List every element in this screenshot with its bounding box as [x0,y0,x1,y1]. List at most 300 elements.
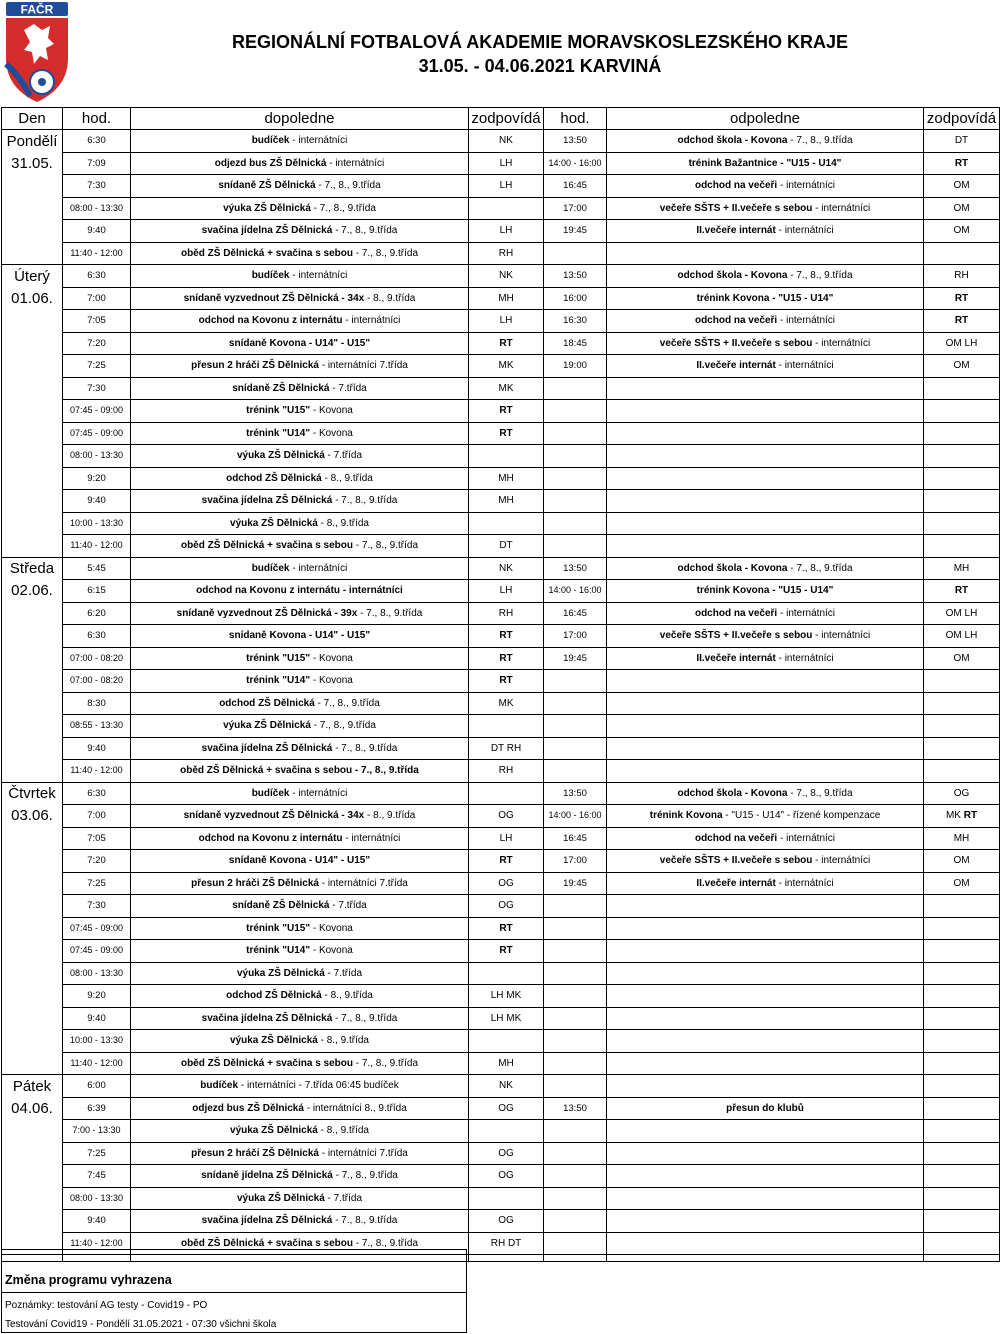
activity-afternoon [607,1052,924,1075]
activity-morning [131,467,469,490]
activity-text: snídaně vyzvednout ZŠ Dělnická - 34x [183,810,365,822]
table-row [2,1187,1000,1210]
activity-text: přesun do klubů [726,1102,804,1114]
responsible-text: LH MK [490,990,522,1002]
responsible-text: MK [498,382,514,394]
time-morning: 7:25 [63,1142,131,1165]
responsible-morning [469,805,544,828]
table-row [2,557,1000,580]
activity-text: trénink "U14" [246,945,311,957]
activity-morning [131,850,469,873]
responsible-text: RT [499,427,513,439]
activity-text: - internátníci [812,337,871,349]
activity-text: snídaně ZŠ Dělnická [232,382,330,394]
table-row [2,287,1000,310]
responsible-text: MH [498,292,514,304]
activity-text: - internátníci [289,787,348,799]
time-morning: 9:20 [63,467,131,490]
time-morning: 7:05 [63,827,131,850]
activity-afternoon [607,1165,924,1188]
responsible-text: DT RH [490,742,522,754]
day-cell: Úterý [2,265,63,288]
responsible-morning [469,940,544,963]
activity-afternoon [607,1097,924,1120]
responsible-morning [469,602,544,625]
activity-text: výuka ZŠ Dělnická [223,202,311,214]
activity-morning [131,1142,469,1165]
responsible-morning [469,310,544,333]
activity-afternoon [607,760,924,783]
responsible-morning [469,490,544,513]
responsible-afternoon [924,962,1000,985]
table-row [2,760,1000,783]
responsible-text: DT [499,540,513,552]
activity-afternoon [607,737,924,760]
time-afternoon [544,737,607,760]
time-afternoon [544,512,607,535]
activity-text: výuka ZŠ Dělnická [236,450,325,462]
activity-afternoon [607,872,924,895]
activity-text: trénink "U14" [246,427,311,439]
responsible-afternoon [924,400,1000,423]
day-cell [2,220,63,243]
activity-morning [131,985,469,1008]
activity-text: odchod ZŠ Dělnická [226,472,322,484]
table-row [2,512,1000,535]
responsible-morning [469,737,544,760]
time-morning: 08:00 - 13:30 [63,197,131,220]
responsible-morning [469,445,544,468]
responsible-morning [469,985,544,1008]
activity-afternoon [607,940,924,963]
responsible-text: RT [954,157,969,169]
activity-afternoon [607,1120,924,1143]
activity-morning [131,872,469,895]
empty-cell [924,1255,1000,1262]
activity-text: - 7., 8., 9.třída [315,180,381,192]
time-afternoon: 18:45 [544,332,607,355]
activity-morning [131,1210,469,1233]
activity-text: večeře SŠTS + II.večeře s sebou [659,630,813,642]
responsible-afternoon [924,1232,1000,1255]
day-cell [2,1120,63,1143]
day-cell [2,1165,63,1188]
responsible-text: OM LH [945,337,978,349]
responsible-text: OG [953,787,970,799]
table-row [2,782,1000,805]
time-morning: 6:30 [63,265,131,288]
activity-afternoon [607,467,924,490]
time-afternoon [544,1187,607,1210]
activity-text: večeře SŠTS + II.večeře s sebou [659,855,813,867]
day-cell [2,715,63,738]
activity-text: - 7., 8., 9.třída [787,562,853,574]
activity-text: - 7., 8., 9.třída [310,720,376,732]
activity-text: - 8., 9.třída [321,990,373,1002]
responsible-afternoon [924,197,1000,220]
footer-divider [2,1249,466,1250]
activity-afternoon [607,1075,924,1098]
activity-text: oběd ZŠ Dělnická + svačina s sebou [180,1237,353,1249]
day-cell [2,445,63,468]
time-afternoon [544,985,607,1008]
time-afternoon [544,242,607,265]
header-dopoledne: dopoledne [131,108,469,130]
table-row [2,1075,1000,1098]
activity-text: snídaně Kovona - U14" - U15" [228,630,371,642]
activity-afternoon [607,377,924,400]
activity-text: přesun 2 hráči ZŠ Dělnická [191,360,319,372]
time-afternoon [544,490,607,513]
activity-text: - 7., 8., 9.třída [332,1170,398,1182]
responsible-afternoon [924,265,1000,288]
activity-text: - internátníci 7.třída [318,360,408,372]
time-morning: 08:00 - 13:30 [63,1187,131,1210]
responsible-morning [469,760,544,783]
activity-morning [131,1007,469,1030]
activity-afternoon [607,1187,924,1210]
responsible-text: OG [498,1170,514,1182]
activity-text: trénink Kovona - "U15 - U14" [696,585,834,597]
activity-afternoon [607,827,924,850]
activity-text: - 7., 8., 9.třída [310,202,376,214]
day-cell [2,625,63,648]
time-morning: 7:20 [63,332,131,355]
responsible-text: MK [498,360,514,372]
activity-text: budíček [251,787,290,799]
time-afternoon [544,422,607,445]
header-odpoledne: odpoledne [607,108,924,130]
activity-text: - internátníci [775,360,834,372]
activity-afternoon [607,197,924,220]
responsible-morning [469,917,544,940]
activity-morning [131,535,469,558]
activity-text: přesun 2 hráči ZŠ Dělnická [191,1147,319,1159]
time-afternoon [544,962,607,985]
table-row [2,377,1000,400]
responsible-morning [469,152,544,175]
activity-text: svačina jídelna ZŠ Dělnická [201,495,333,507]
activity-morning [131,1120,469,1143]
day-cell: 03.06. [2,805,63,828]
responsible-afternoon [924,737,1000,760]
table-row [2,422,1000,445]
responsible-morning [469,557,544,580]
activity-morning [131,287,469,310]
responsible-afternoon [924,872,1000,895]
responsible-text: OG [498,1215,514,1227]
page-title: REGIONÁLNÍ FOTBALOVÁ AKADEMIE MORAVSKOSLEZSKÉHO KRAJE [231,32,849,52]
activity-morning [131,827,469,850]
activity-text: - 7., 8., 9.třída [352,247,419,259]
table-row [2,827,1000,850]
table-row [2,985,1000,1008]
table-row [2,580,1000,603]
responsible-morning [469,1030,544,1053]
time-morning: 9:40 [63,1210,131,1233]
time-afternoon: 13:50 [544,130,607,153]
table-row [2,1120,1000,1143]
activity-text: - internátníci [775,652,834,664]
time-afternoon: 16:45 [544,827,607,850]
table-row [2,265,1000,288]
activity-morning [131,400,469,423]
day-cell [2,1052,63,1075]
time-morning: 07:00 - 08:20 [63,647,131,670]
responsible-afternoon [924,287,1000,310]
day-cell: Čtvrtek [2,782,63,805]
responsible-morning [469,1120,544,1143]
time-morning: 08:00 - 13:30 [63,962,131,985]
time-morning: 7:30 [63,175,131,198]
logo-text: FAČR [20,2,54,17]
responsible-morning [469,872,544,895]
time-morning: 6:30 [63,782,131,805]
responsible-text: MH [498,472,514,484]
responsible-afternoon [924,1165,1000,1188]
responsible-text: MH [953,832,970,844]
responsible-morning [469,692,544,715]
activity-afternoon [607,242,924,265]
table-row [2,602,1000,625]
responsible-text: RT [954,585,969,597]
activity-text: snídaně ZŠ Dělnická [232,900,330,912]
time-morning: 7:20 [63,850,131,873]
table-row [2,872,1000,895]
activity-morning [131,805,469,828]
activity-afternoon [607,265,924,288]
day-cell [2,1030,63,1053]
responsible-afternoon [924,467,1000,490]
time-afternoon: 19:45 [544,647,607,670]
responsible-afternoon [924,377,1000,400]
activity-text: trénink "U15" [246,922,311,934]
activity-afternoon [607,625,924,648]
responsible-morning [469,827,544,850]
activity-text: - internátníci 7.třída [318,1147,408,1159]
responsible-afternoon [924,985,1000,1008]
activity-text: snídaně ZŠ Dělnická [218,180,316,192]
activity-morning [131,715,469,738]
activity-text: oběd ZŠ Dělnická + svačina s sebou [180,1057,353,1069]
time-afternoon: 13:50 [544,1097,607,1120]
empty-cell [607,1255,924,1262]
activity-afternoon [607,535,924,558]
activity-text: - internátníci 8., 9.třída [303,1102,407,1114]
activity-text: - 8., 9.třída [321,472,373,484]
activity-text: odchod škola - Kovona [677,135,788,147]
responsible-text: RH [498,765,514,777]
responsible-afternoon [924,152,1000,175]
responsible-morning [469,1007,544,1030]
time-morning: 9:40 [63,1007,131,1030]
activity-afternoon [607,332,924,355]
activity-text: odchod ZŠ Dělnická [226,990,322,1002]
responsible-morning [469,400,544,423]
day-cell [2,827,63,850]
responsible-text: RT [499,945,513,957]
table-row [2,895,1000,918]
activity-text: večeře SŠTS + II.večeře s sebou [659,202,813,214]
day-cell: Středa [2,557,63,580]
table-row [2,715,1000,738]
activity-text: - 7., 8., 9.třída [332,225,398,237]
time-afternoon: 14:00 - 16:00 [544,152,607,175]
activity-text: svačina jídelna ZŠ Dělnická [201,1012,333,1024]
responsible-afternoon [924,805,1000,828]
activity-text: - 8., 9.třída [317,517,369,529]
activity-afternoon [607,490,924,513]
responsible-text: MH [498,1057,514,1069]
activity-morning [131,557,469,580]
responsible-afternoon [924,310,1000,333]
empty-cell [544,1255,607,1262]
note-testing: Poznámky: testování AG testy - Covid19 - PO [5,1300,208,1311]
activity-text: odchod na večeři [694,832,778,844]
activity-morning [131,355,469,378]
activity-afternoon [607,422,924,445]
responsible-text: OM LH [945,607,978,619]
activity-text: trénink Kovona - "U15 - U14" [696,292,834,304]
activity-morning [131,940,469,963]
table-row [2,850,1000,873]
activity-text: budíček [251,270,290,282]
time-morning: 9:20 [63,985,131,1008]
activity-afternoon [607,895,924,918]
activity-afternoon [607,580,924,603]
responsible-afternoon [924,895,1000,918]
responsible-text: OG [498,1102,514,1114]
responsible-morning [469,1142,544,1165]
header-zodpovida2: zodpovídá [924,108,1000,130]
time-afternoon [544,670,607,693]
responsible-afternoon [924,332,1000,355]
time-afternoon [544,1007,607,1030]
activity-text: výuka ZŠ Dělnická [236,967,325,979]
activity-text: odchod na Kovonu z internátu - internátníci [196,585,403,597]
responsible-text: NK [499,562,513,574]
time-morning: 7:00 [63,287,131,310]
responsible-text: RT [499,630,513,642]
responsible-text: OM [953,877,970,889]
program-change-note: Změna programu vyhrazena [5,1273,172,1287]
time-morning: 9:40 [63,220,131,243]
activity-text: II.večeře internát [696,360,776,372]
time-afternoon: 13:50 [544,265,607,288]
responsible-morning [469,467,544,490]
responsible-text: MK [945,810,964,822]
day-cell [2,512,63,535]
table-row [2,490,1000,513]
activity-text: odchod škola - Kovona [677,787,788,799]
activity-text: budíček [251,135,290,147]
activity-text: - Kovona [310,922,353,934]
activity-afternoon [607,1210,924,1233]
activity-text: odjezd bus ZŠ Dělnická [192,1102,304,1114]
time-morning: 7:00 [63,805,131,828]
activity-afternoon [607,310,924,333]
activity-morning [131,490,469,513]
responsible-morning [469,1210,544,1233]
table-row [2,220,1000,243]
table-row [2,310,1000,333]
responsible-afternoon [924,940,1000,963]
activity-text: - internátníci [777,607,836,619]
responsible-afternoon [924,602,1000,625]
day-cell [2,490,63,513]
responsible-afternoon [924,1052,1000,1075]
day-cell [2,962,63,985]
time-afternoon [544,1075,607,1098]
activity-text: odchod na Kovonu z internátu [198,832,343,844]
activity-morning [131,782,469,805]
activity-text: - internátníci [812,855,871,867]
activity-text: výuka ZŠ Dělnická [230,1125,318,1137]
activity-morning [131,580,469,603]
activity-text: přesun 2 hráči ZŠ Dělnická [191,877,319,889]
responsible-morning [469,175,544,198]
responsible-afternoon [924,647,1000,670]
time-morning: 7:25 [63,355,131,378]
time-afternoon [544,1232,607,1255]
time-afternoon [544,895,607,918]
time-afternoon: 19:00 [544,355,607,378]
activity-morning [131,647,469,670]
day-cell [2,1210,63,1233]
responsible-morning [469,422,544,445]
table-row [2,670,1000,693]
responsible-morning [469,1165,544,1188]
day-cell: 04.06. [2,1097,63,1120]
activity-morning [131,377,469,400]
activity-morning [131,917,469,940]
responsible-afternoon [924,1142,1000,1165]
responsible-text: OM [953,225,970,237]
responsible-morning [469,512,544,535]
responsible-afternoon [924,1187,1000,1210]
activity-text: - internátníci [812,630,871,642]
activity-text: - 7., 8., 9.třída [352,1237,419,1249]
activity-morning [131,602,469,625]
day-cell [2,422,63,445]
table-row [2,1007,1000,1030]
activity-text: výuka ZŠ Dělnická [230,517,318,529]
day-cell [2,917,63,940]
responsible-text: OM LH [945,630,978,642]
activity-text: - internátníci - 7.třída 06:45 budíček [238,1080,399,1092]
day-cell [2,850,63,873]
table-row [2,805,1000,828]
activity-morning [131,265,469,288]
activity-text: II.večeře internát [696,877,776,889]
time-morning: 7:30 [63,377,131,400]
header-den: Den [2,108,63,130]
table-row [2,197,1000,220]
activity-afternoon [607,355,924,378]
responsible-text: OG [498,1147,514,1159]
responsible-morning [469,1052,544,1075]
activity-text: odchod ZŠ Dělnická [219,697,315,709]
responsible-text: LH [499,180,513,192]
activity-text: snídaně vyzvednout ZŠ Dělnická - 34x [183,292,365,304]
activity-text: - internátníci [775,877,834,889]
activity-morning [131,670,469,693]
responsible-afternoon [924,1007,1000,1030]
activity-text: - Kovona [310,427,353,439]
responsible-text: OM [953,855,970,867]
time-afternoon: 17:00 [544,197,607,220]
table-row [2,242,1000,265]
